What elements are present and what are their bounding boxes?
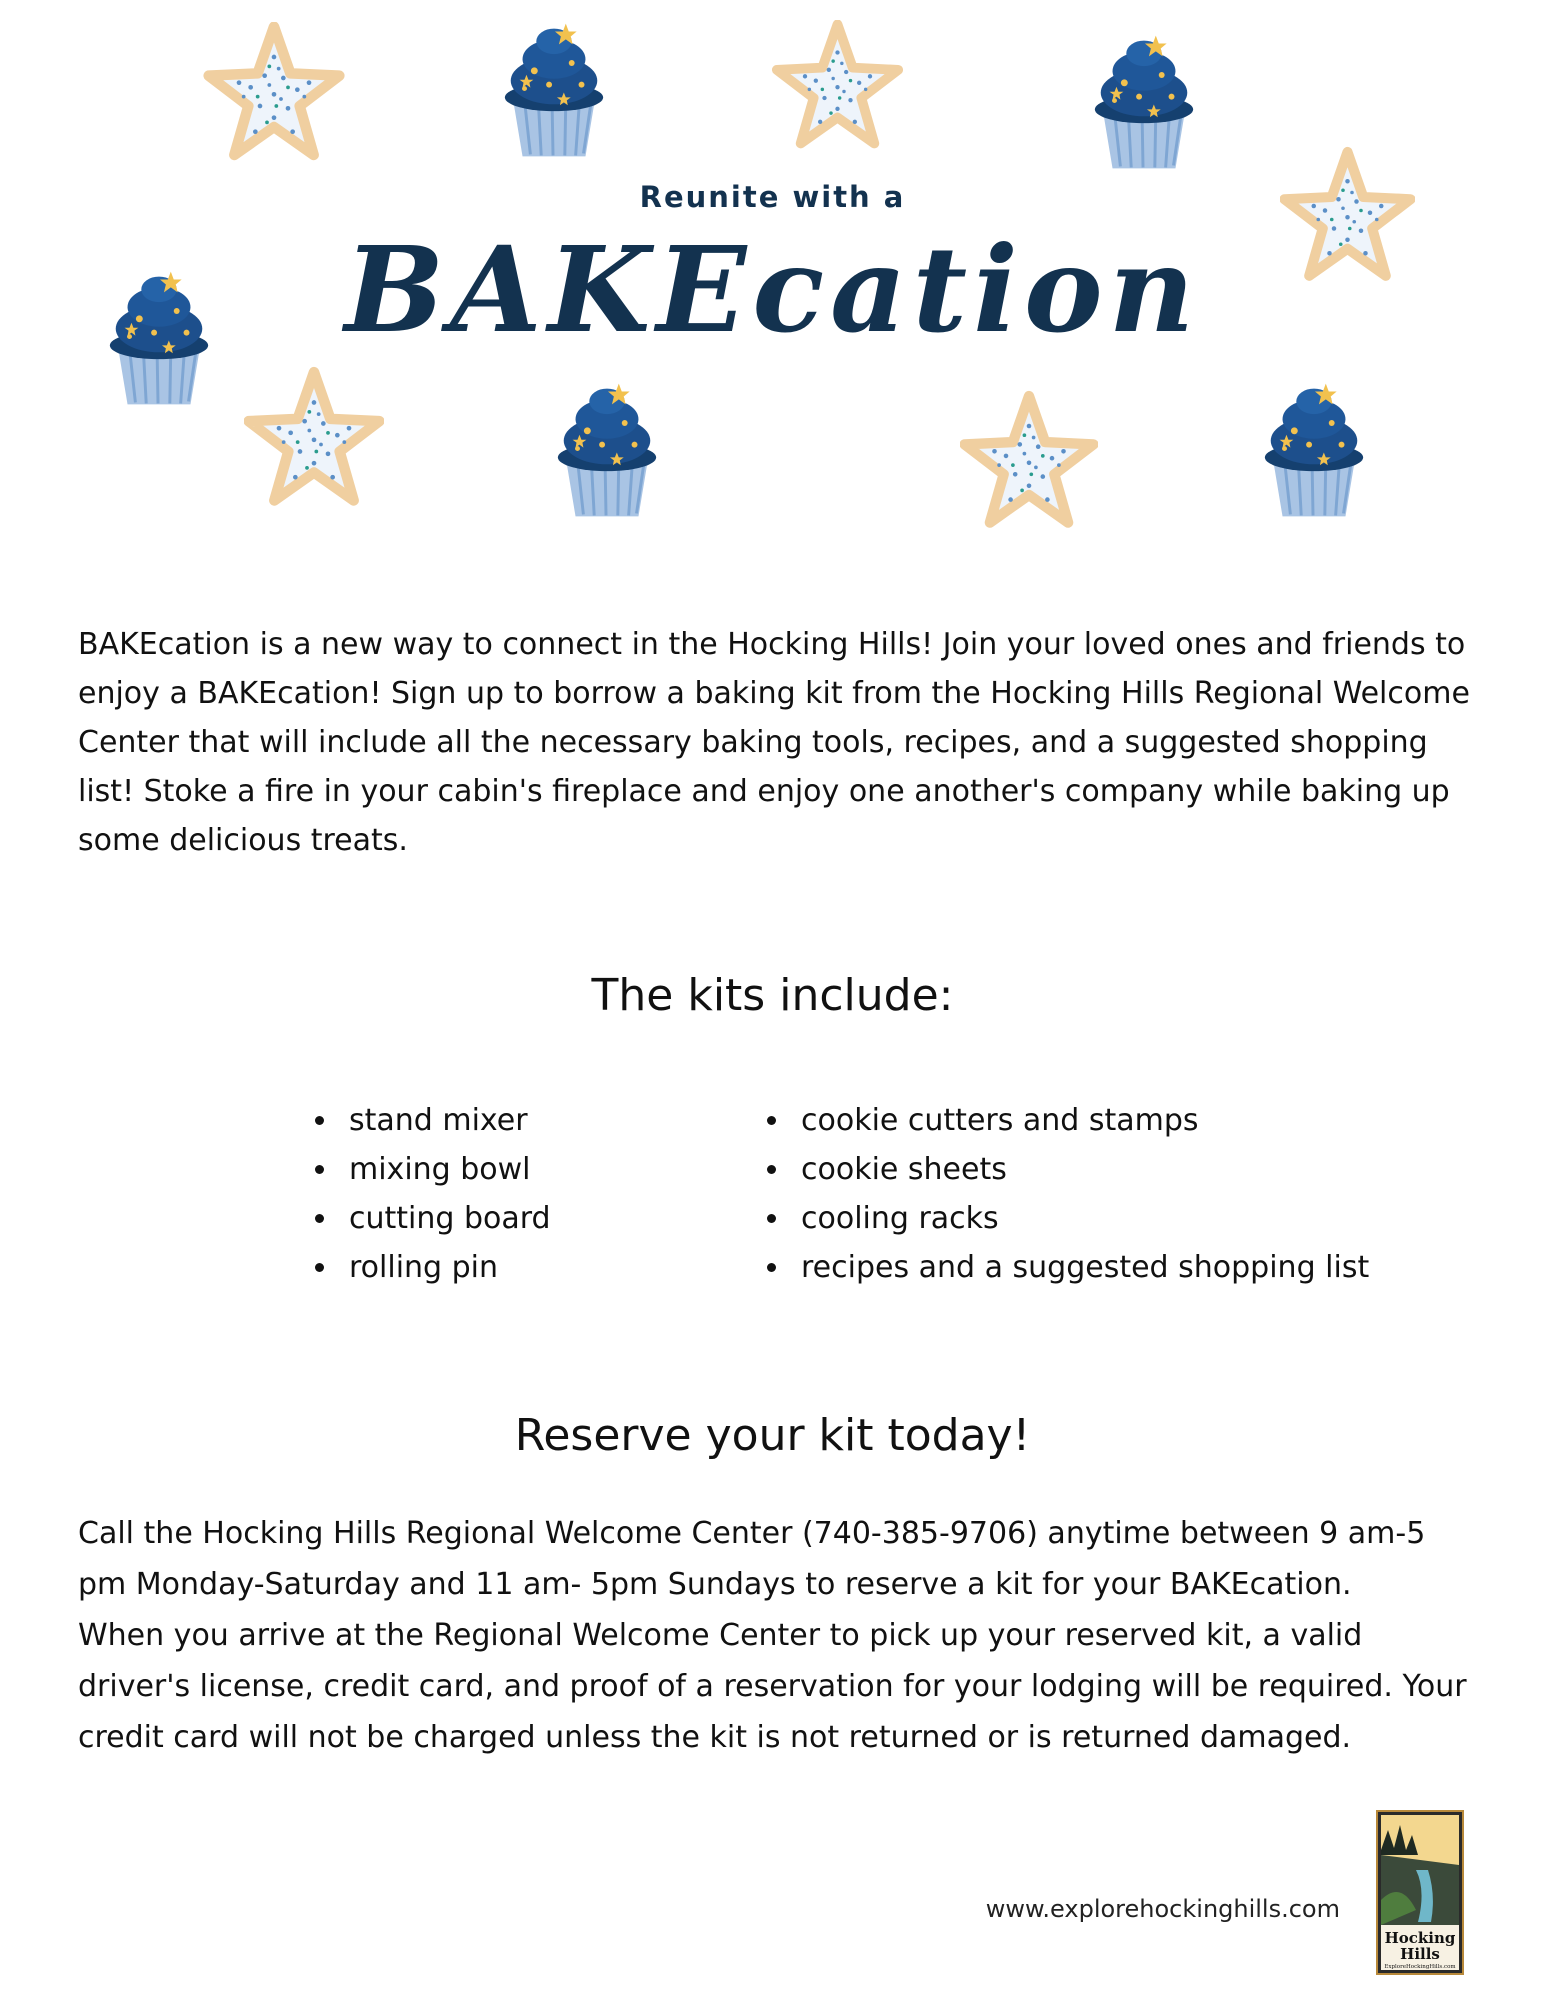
- list-item-label: cookie cutters and stamps: [801, 1103, 1199, 1138]
- reserve-heading: Reserve your kit today!: [514, 1410, 1031, 1461]
- list-item: [767, 1194, 1369, 1243]
- header-banner: [0, 0, 1545, 560]
- reserve-body: [78, 1508, 1478, 1763]
- bullet-icon: [767, 1116, 776, 1125]
- star-cookie-icon: [960, 388, 1098, 533]
- list-item: [767, 1145, 1369, 1194]
- list-item-label: mixing bowl: [349, 1152, 531, 1187]
- bullet-icon: [767, 1165, 776, 1174]
- list-item: [767, 1243, 1369, 1292]
- list-item: [315, 1145, 551, 1194]
- list-item-label: rolling pin: [349, 1250, 499, 1285]
- bullet-icon: [315, 1116, 324, 1125]
- star-cookie-icon: [244, 365, 384, 510]
- bullet-icon: [767, 1214, 776, 1223]
- list-item: [315, 1096, 551, 1145]
- logo-title: Hocking: [1384, 1929, 1456, 1947]
- hocking-hills-logo: [1376, 1810, 1464, 1975]
- list-item: [315, 1243, 551, 1292]
- list-item: [767, 1096, 1369, 1145]
- cupcake-icon: [495, 20, 613, 165]
- cupcake-icon: [548, 380, 666, 525]
- list-item-label: cooling racks: [801, 1201, 999, 1236]
- bullet-icon: [767, 1263, 776, 1272]
- page-title: BAKEcation: [344, 220, 1201, 359]
- list-item-label: cookie sheets: [801, 1152, 1007, 1187]
- list-item-label: cutting board: [349, 1201, 551, 1236]
- list-item: [315, 1194, 551, 1243]
- list-item-label: recipes and a suggested shopping list: [801, 1250, 1370, 1285]
- reserve-paragraph: When you arrive at the Regional Welcome Center to pick up your reserved kit, a valid driver's license, credit card, and proof of a reservation for your lodging will be required. Your credit card will not be charged unless the kit is not returned or is returned damaged.: [78, 1618, 1467, 1755]
- website-link[interactable]: www.explorehockinghills.com: [985, 1895, 1340, 1923]
- intro-paragraph: BAKEcation is a new way to connect in the Hocking Hills! Join your loved ones and friends to enjoy a BAKEcation! Sign up to borrow a baking kit from the Hocking Hills Regional Welcome Center that will include all the necessary baking tools, recipes, and a suggested shopping list! Stoke a fire in your cabin's fireplace and enjoy one another's company while baking up some delicious treats.: [78, 627, 1470, 858]
- bullet-icon: [315, 1263, 324, 1272]
- header-subtitle: Reunite with a: [639, 180, 906, 214]
- star-cookie-icon: [770, 20, 905, 150]
- kits-heading: The kits include:: [591, 970, 954, 1021]
- bullet-icon: [315, 1214, 324, 1223]
- list-item-label: stand mixer: [349, 1103, 528, 1138]
- bullet-icon: [315, 1165, 324, 1174]
- kits-list-left: [315, 1096, 551, 1292]
- cupcake-icon: [1085, 32, 1203, 177]
- star-cookie-icon: [203, 22, 345, 162]
- cupcake-icon: [1255, 380, 1373, 525]
- reserve-paragraph: Call the Hocking Hills Regional Welcome Center (740-385-9706) anytime between 9 am-5 pm Monday-Saturday and 11 am- 5pm Sundays to reserve a kit for your BAKEcation.: [78, 1516, 1426, 1602]
- logo-title-2: Hills: [1400, 1945, 1440, 1963]
- kits-list-right: [767, 1096, 1369, 1292]
- logo-url: ExploreHockingHills.com: [1384, 1964, 1456, 1970]
